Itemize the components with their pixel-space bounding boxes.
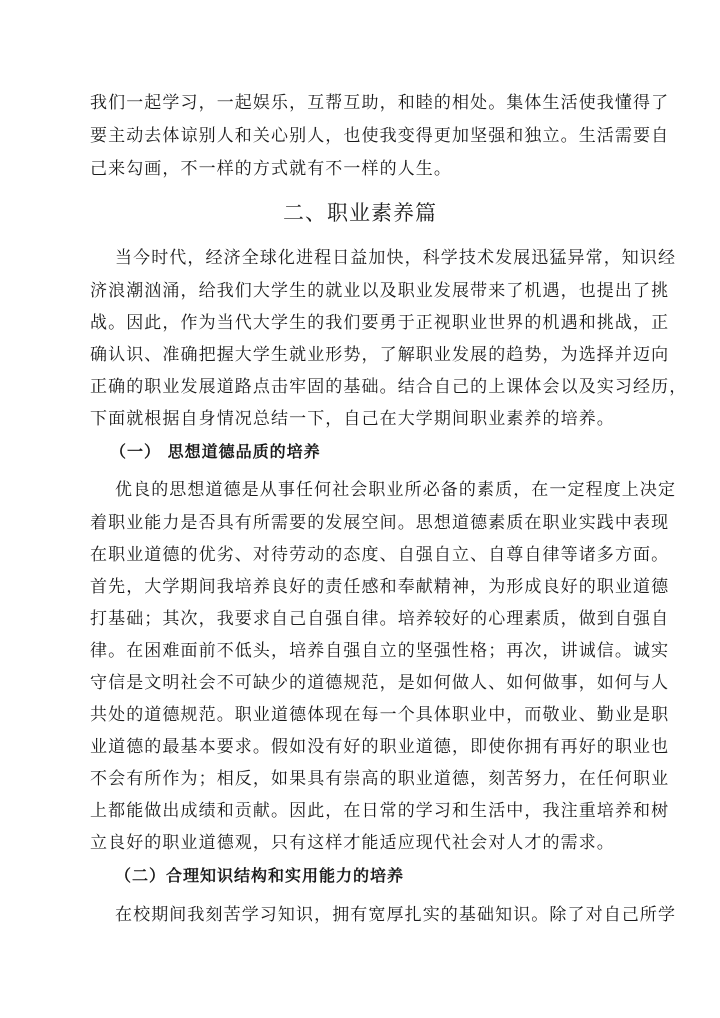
section-intro-line-3: 战。因此，作为当代大学生的我们要勇于正视职业世界的机遇和挑战，正	[90, 313, 670, 333]
subsection-1-line-3: 在职业道德的优劣、对待劳动的态度、自强自立、自尊自律等诸多方面。	[90, 545, 670, 565]
subsection-1-line-7: 守信是文明社会不可缺少的道德规范，是如何做人、如何做事，如何与人	[90, 673, 670, 693]
subsection-1-line-1: 优良的思想道德是从事任何社会职业所必备的素质，在一定程度上决定	[115, 480, 677, 500]
section-intro-line-1: 当今时代，经济全球化进程日益加快，科学技术发展迅猛异常，知识经	[115, 248, 677, 268]
section-title: 二、职业素养篇	[283, 201, 437, 225]
subsection-1-line-9: 业道德的最基本要求。假如没有好的职业道德，即使你拥有再好的职业也	[90, 737, 670, 757]
subsection-2-heading: （二）合理知识结构和实用能力的培养	[115, 866, 405, 885]
subsection-1-line-10: 不会有所作为；相反，如果具有崇高的职业道德，刻苦努力，在任何职业	[90, 769, 670, 789]
section-intro-line-4: 确认识、准确把握大学生就业形势，了解职业发展的趋势，为选择并迈向	[90, 345, 670, 365]
section-intro-line-2: 济浪潮汹涌，给我们大学生的就业以及职业发展带来了机遇，也提出了挑	[90, 281, 670, 301]
intro-line-2: 要主动去体谅别人和关心别人，也使我变得更加坚强和独立。生活需要自	[90, 126, 670, 146]
subsection-1-line-8: 共处的道德规范。职业道德体现在每一个具体职业中，而敬业、勤业是职	[90, 705, 670, 725]
subsection-1-line-6: 律。在困难面前不低头，培养自强自立的坚强性格；再次，讲诚信。诚实	[90, 641, 670, 661]
subsection-1-line-2: 着职业能力是否具有所需要的发展空间。思想道德素质在职业实践中表现	[90, 513, 670, 533]
section-intro-line-6: 下面就根据自身情况总结一下，自己在大学期间职业素养的培养。	[90, 409, 615, 429]
subsection-1-line-11: 上都能做出成绩和贡献。因此，在日常的学习和生活中，我注重培养和树	[90, 801, 670, 821]
section-intro-line-5: 正确的职业发展道路点击牢固的基础。结合自己的上课体会以及实习经历，	[90, 377, 688, 397]
intro-line-1: 我们一起学习，一起娱乐，互帮互助，和睦的相处。集体生活使我懂得了	[90, 93, 670, 113]
subsection-1-line-5: 打基础；其次，我要求自己自强自律。培养较好的心理素质，做到自强自	[90, 609, 670, 629]
subsection-1-heading: （一） 思想道德品质的培养	[110, 442, 321, 461]
subsection-2-line-1: 在校期间我刻苦学习知识，拥有宽厚扎实的基础知识。除了对自己所学	[115, 905, 677, 925]
intro-line-3: 己来勾画，不一样的方式就有不一样的人生。	[90, 159, 452, 179]
subsection-1-line-12: 立良好的职业道德观，只有这样才能适应现代社会对人才的需求。	[90, 833, 615, 853]
subsection-1-line-4: 首先，大学期间我培养良好的责任感和奉献精神，为形成良好的职业道德	[90, 577, 670, 597]
